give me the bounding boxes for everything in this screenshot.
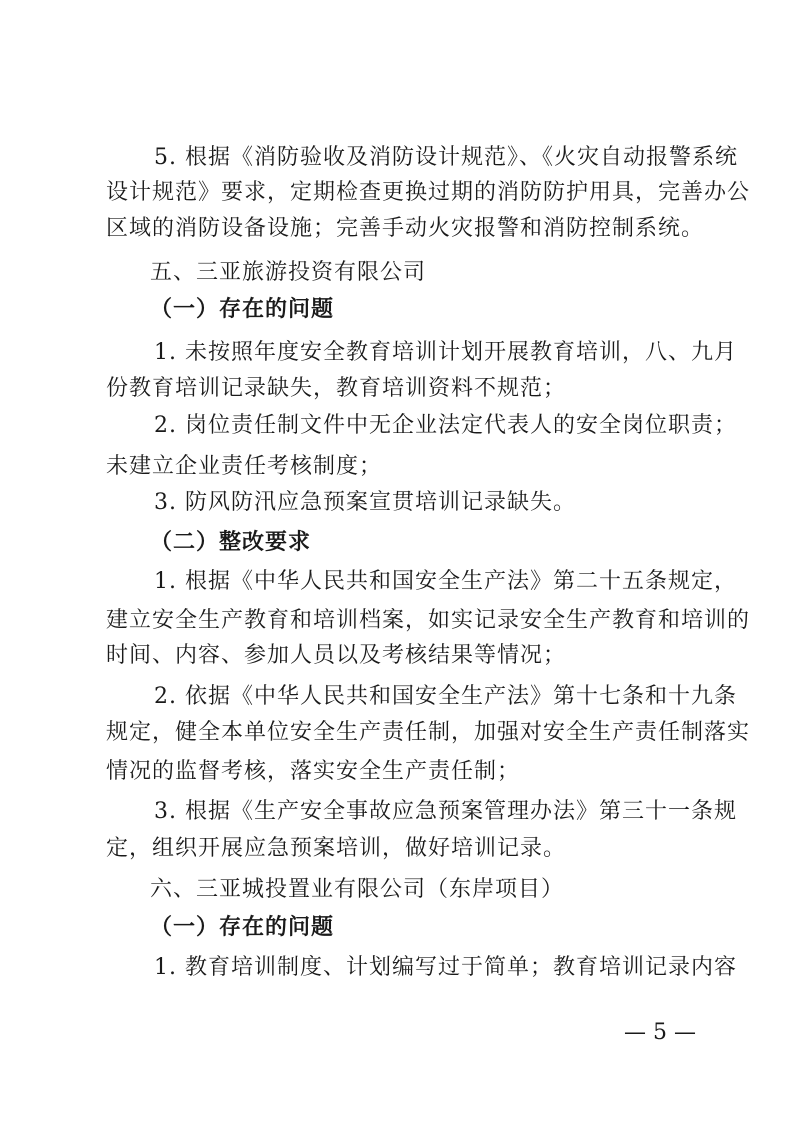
subsection-heading: （一）存在的问题 — [150, 297, 335, 322]
paragraph-line: 2. 依据《中华人民共和国安全生产法》第十七条和十九条 — [154, 684, 737, 709]
paragraph-line: 2. 岗位责任制文件中无企业法定代表人的安全岗位职责； — [154, 413, 737, 438]
paragraph-line: 建立安全生产教育和培训档案，如实记录安全生产教育和培训的 — [106, 608, 751, 633]
paragraph-line: 5. 根据《消防验收及消防设计规范》、《火灾自动报警系统 — [154, 145, 738, 170]
paragraph-line: 定，组织开展应急预案培训，做好培训记录。 — [106, 836, 567, 861]
subsection-heading: （一）存在的问题 — [150, 915, 335, 940]
paragraph-line: 规定，健全本单位安全生产责任制，加强对安全生产责任制落实 — [106, 720, 751, 745]
paragraph-line: 1. 未按照年度安全教育培训计划开展教育培训，八、九月 — [154, 340, 737, 365]
paragraph-line: 3. 根据《生产安全事故应急预案管理办法》第三十一条规 — [154, 799, 737, 824]
section-heading: 六、三亚城投置业有限公司（东岸项目） — [150, 877, 565, 902]
paragraph-line: 情况的监督考核，落实安全生产责任制； — [106, 759, 521, 784]
paragraph-line: 时间、内容、参加人员以及考核结果等情况； — [106, 643, 567, 668]
paragraph-line: 1. 教育培训制度、计划编写过于简单；教育培训记录内容 — [154, 955, 737, 980]
page-number: — 5 — — [624, 1020, 696, 1045]
paragraph-line: 设计规范》要求，定期检查更换过期的消防防护用具，完善办公 — [106, 180, 751, 205]
paragraph-line: 3. 防风防汛应急预案宣贯培训记录缺失。 — [154, 490, 576, 515]
paragraph-line: 1. 根据《中华人民共和国安全生产法》第二十五条规定， — [154, 569, 737, 594]
section-heading: 五、三亚旅游投资有限公司 — [150, 260, 427, 285]
paragraph-line: 区域的消防设备设施；完善手动火灾报警和消防控制系统。 — [106, 216, 705, 241]
paragraph-line: 份教育培训记录缺失，教育培训资料不规范； — [106, 376, 567, 401]
subsection-heading: （二）整改要求 — [150, 530, 312, 555]
paragraph-line: 未建立企业责任考核制度； — [106, 454, 383, 479]
